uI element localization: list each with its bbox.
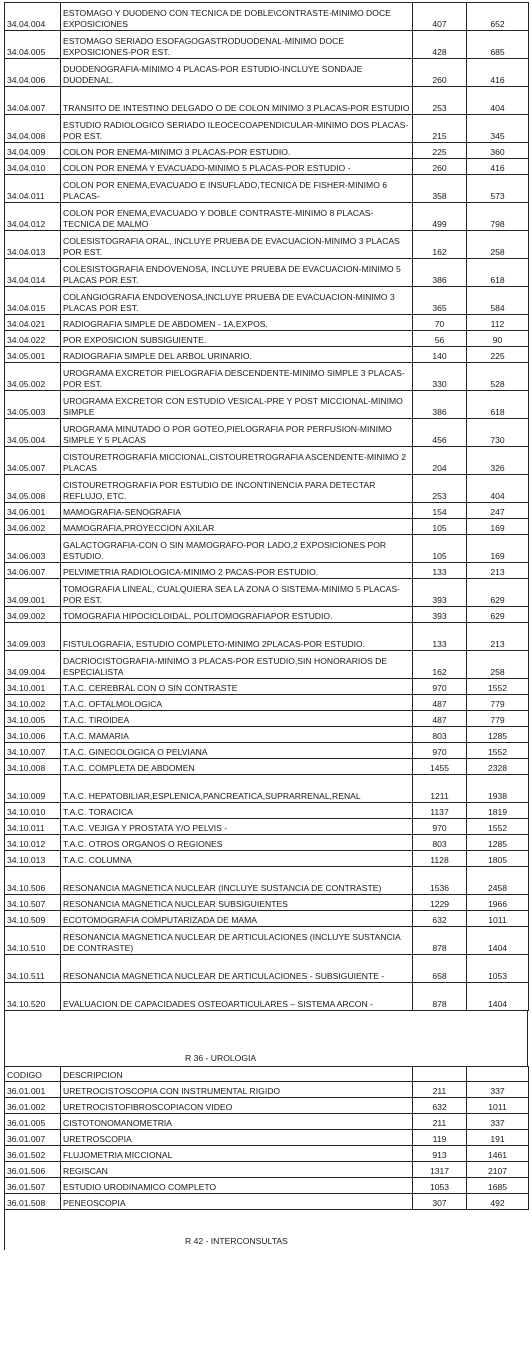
table-row [5,475,529,503]
code-cell: 34.06.003 [5,535,61,563]
value2-cell: 326 [467,447,529,475]
table-row [5,775,529,803]
value2-cell: 779 [467,695,529,711]
value2-cell: 360 [467,143,529,159]
table-row [5,607,529,623]
value1-cell: 456 [413,419,467,447]
value1-cell: 154 [413,503,467,519]
description-cell: ESTUDIO URODINAMICO COMPLETO [61,1178,413,1194]
table-row [5,651,529,679]
code-cell: 34.09.004 [5,651,61,679]
value2-cell: 337 [467,1082,529,1098]
description-cell: CISTOURETROGRAFIA POR ESTUDIO DE INCONTINENCIA PARA DETECTAR REFLUJO, ETC. [61,475,413,503]
value2-cell: 345 [467,115,529,143]
description-cell: T.A.C. GINECOLOGICA O PELVIANA [61,743,413,759]
description-cell: RADIOGRAFIA SIMPLE DEL ARBOL URINARIO. [61,347,413,363]
value2-cell: 2328 [467,759,529,775]
code-cell: 34.05.004 [5,419,61,447]
code-cell: 34.10.013 [5,851,61,867]
table-row [5,623,529,651]
code-cell: 34.04.008 [5,115,61,143]
value2-cell: 191 [467,1130,529,1146]
value1-cell: 140 [413,347,467,363]
value1-cell: 225 [413,143,467,159]
table-row [5,31,529,59]
code-cell: 34.04.012 [5,203,61,231]
value1-cell: 393 [413,579,467,607]
code-cell: 34.10.511 [5,955,61,983]
value2-cell: 258 [467,651,529,679]
description-cell: COLESISTOGRAFIA ORAL, INCLUYE PRUEBA DE EVACUACION-MINIMO 3 PLACAS POR EST. [61,231,413,259]
table-row [5,315,529,331]
code-cell: 34.04.004 [5,3,61,31]
code-cell: 34.04.009 [5,143,61,159]
description-cell: T.A.C. TIROIDEA [61,711,413,727]
value2-cell: 1685 [467,1178,529,1194]
value1-cell: 1455 [413,759,467,775]
value1-cell: 162 [413,651,467,679]
value2-cell: 1552 [467,743,529,759]
value1-cell: 253 [413,87,467,115]
table-row [5,895,529,911]
value2-cell: 730 [467,419,529,447]
value1-cell: 393 [413,607,467,623]
code-cell: 34.10.012 [5,835,61,851]
description-cell: T.A.C. OFTALMOLOGICA [61,695,413,711]
table-row [5,87,529,115]
table-row [5,1194,529,1210]
value1-cell: 1128 [413,851,467,867]
value2-cell: 90 [467,331,529,347]
code-cell: 34.10.006 [5,727,61,743]
description-cell: GALACTOGRAFIA-CON O SIN MAMOGRAFO-POR LADO,2 EXPOSICIONES POR ESTUDIO. [61,535,413,563]
table-row [5,159,529,175]
description-cell: RESONANCIA MAGNETICA NUCLEAR DE ARTICULACIONES (INCLUYE SUSTANCIA DE CONTRASTE) [61,927,413,955]
value2-cell: 618 [467,391,529,419]
table-row [5,231,529,259]
value2-cell: 1285 [467,835,529,851]
value2-cell: 798 [467,203,529,231]
code-cell: 34.06.002 [5,519,61,535]
description-cell: T.A.C. VEJIGA Y PROSTATA Y/O PELVIS - [61,819,413,835]
table-row [5,503,529,519]
code-cell: 34.04.021 [5,315,61,331]
value1-cell: 970 [413,679,467,695]
urologia-fee-table-body [5,1082,529,1210]
table-row [5,679,529,695]
value2-cell: 1285 [467,727,529,743]
value1-cell: 70 [413,315,467,331]
table-row [5,867,529,895]
description-cell: T.A.C. COLUMNA [61,851,413,867]
code-cell: 34.10.520 [5,983,61,1011]
value2-cell: 1461 [467,1146,529,1162]
code-cell: 34.10.506 [5,867,61,895]
code-cell: 34.05.002 [5,363,61,391]
description-cell: COLON POR ENEMA-MINIMO 3 PLACAS-POR ESTUDIO. [61,143,413,159]
value1-cell: 260 [413,59,467,87]
radiology-fee-table [4,2,529,1011]
urologia-section-title: R 36 - UROLOGIA [185,1053,257,1063]
table-row [5,447,529,475]
value1-cell: 105 [413,519,467,535]
value1-cell: 803 [413,727,467,743]
value2-cell: 169 [467,519,529,535]
description-cell: T.A.C. HEPATOBILIAR,ESPLENICA,PANCREATICA,SUPRARRENAL,RENAL [61,775,413,803]
value1-cell: 878 [413,983,467,1011]
code-cell: 36.01.007 [5,1130,61,1146]
value2-cell: 1404 [467,983,529,1011]
description-cell: URETROCISTOFIBROSCOPIACON VIDEO [61,1098,413,1114]
value2-cell: 492 [467,1194,529,1210]
value1-cell: 1536 [413,867,467,895]
value1-cell: 307 [413,1194,467,1210]
value1-cell: 386 [413,391,467,419]
value2-cell: 416 [467,159,529,175]
table-row [5,835,529,851]
description-cell: COLON POR ENEMA Y EVACUADO-MINIMO 5 PLACAS-POR ESTUDIO - [61,159,413,175]
table-row [5,331,529,347]
value2-cell: 573 [467,175,529,203]
description-cell: COLON POR ENEMA,EVACUADO E INSUFLADO,TECNICA DE FISHER-MINIMO 6 PLACAS- [61,175,413,203]
value2-cell: 169 [467,535,529,563]
table-row [5,851,529,867]
description-cell: ECOTOMOGRAFIA COMPUTARIZADA DE MAMA [61,911,413,927]
table-row [5,743,529,759]
value1-cell: 215 [413,115,467,143]
code-cell: 34.10.005 [5,711,61,727]
code-cell: 34.04.005 [5,31,61,59]
code-cell: 34.10.509 [5,911,61,927]
code-cell: 34.10.507 [5,895,61,911]
value2-cell: 1011 [467,911,529,927]
value2-cell: 416 [467,59,529,87]
table-row [5,3,529,31]
description-cell: ESTOMAGO Y DUODENO CON TECNICA DE DOBLE\CONTRASTE-MINIMO DOCE EXPOSICIONES [61,3,413,31]
code-column-header: CODIGO [5,1067,61,1082]
value1-cell: 428 [413,31,467,59]
value1-cell: 878 [413,927,467,955]
code-cell: 34.10.011 [5,819,61,835]
value1-cell: 970 [413,743,467,759]
value2-cell: 779 [467,711,529,727]
description-cell: UROGRAMA MINUTADO O POR GOTEO,PIELOGRAFIA POR PERFUSION-MINIMO SIMPLE Y 5 PLACAS [61,419,413,447]
value2-cell: 404 [467,475,529,503]
code-cell: 34.06.007 [5,563,61,579]
table-row [5,143,529,159]
table-row [5,1082,529,1098]
table-row [5,391,529,419]
value1-cell: 204 [413,447,467,475]
code-cell: 34.10.008 [5,759,61,775]
description-cell: TRANSITO DE INTESTINO DELGADO O DE COLON MINIMO 3 PLACAS-POR ESTUDIO [61,87,413,115]
price-list-document [4,2,528,1250]
table-row [5,727,529,743]
value1-cell: 1317 [413,1162,467,1178]
table-row [5,927,529,955]
description-cell: T.A.C. MAMARIA [61,727,413,743]
code-cell: 36.01.502 [5,1146,61,1162]
value1-cell: 1053 [413,1178,467,1194]
value2-cell: 258 [467,231,529,259]
code-cell: 34.09.002 [5,607,61,623]
value1-cell: 162 [413,231,467,259]
value2-cell: 225 [467,347,529,363]
value1-cell: 407 [413,3,467,31]
description-cell: UROGRAMA EXCRETOR PIELOGRAFIA DESCENDENTE-MINIMO SIMPLE 3 PLACAS-POR EST. [61,363,413,391]
value1-cell: 358 [413,175,467,203]
value2-cell: 528 [467,363,529,391]
description-cell: POR EXPOSICION SUBSIGUIENTE. [61,331,413,347]
urologia-fee-table [4,1066,529,1210]
description-cell: COLANGIOGRAFIA ENDOVENOSA,INCLUYE PRUEBA DE EVACUACION-MINIMO 3 PLACAS POR EST. [61,287,413,315]
value1-cell: 487 [413,711,467,727]
value1-cell: 105 [413,535,467,563]
description-cell: CISTOURETROGRAFIA MICCIONAL,CISTOURETROGRAFIA ASCENDENTE-MINIMO 2 PLACAS [61,447,413,475]
description-cell: MAMOGRAFIA,PROYECCION AXILAR [61,519,413,535]
value2-cell: 1011 [467,1098,529,1114]
code-cell: 34.10.010 [5,803,61,819]
description-cell: RADIOGRAFIA SIMPLE DE ABDOMEN - 1A.EXPOS. [61,315,413,331]
code-cell: 36.01.002 [5,1098,61,1114]
table-row [5,983,529,1011]
table-row [5,419,529,447]
value1-cell: 260 [413,159,467,175]
table-row [5,59,529,87]
value1-cell: 56 [413,331,467,347]
description-cell: CISTOTONOMANOMETRIA [61,1114,413,1130]
value2-column-header [467,1067,529,1082]
table-row [5,363,529,391]
value2-cell: 629 [467,607,529,623]
interconsultas-section-header [4,1210,527,1250]
value2-cell: 584 [467,287,529,315]
table-row [5,287,529,315]
table-row [5,203,529,231]
table-row [5,955,529,983]
description-cell: TOMOGRAFIA HIPOCICLOIDAL, POLITOMOGRAFIAPOR ESTUDIO. [61,607,413,623]
code-cell: 34.06.001 [5,503,61,519]
code-cell: 36.01.001 [5,1082,61,1098]
description-cell: T.A.C. COMPLETA DE ABDOMEN [61,759,413,775]
value2-cell: 1938 [467,775,529,803]
value2-cell: 213 [467,623,529,651]
value1-cell: 913 [413,1146,467,1162]
value1-cell: 632 [413,911,467,927]
description-cell: COLESISTOGRAFIA ENDOVENOSA, INCLUYE PRUEBA DE EVACUACION-MINIMO 5 PLACAS POR EST. [61,259,413,287]
value1-cell: 632 [413,1098,467,1114]
table-row [5,519,529,535]
radiology-fee-table-body [5,3,529,1011]
value2-cell: 1404 [467,927,529,955]
description-cell: EVALUACION DE CAPACIDADES OSTEOARTICULARES – SISTEMA ARCON - [61,983,413,1011]
value2-cell: 685 [467,31,529,59]
description-cell: RESONANCIA MAGNETICA NUCLEAR (INCLUYE SUSTANCIA DE CONTRASTE) [61,867,413,895]
code-cell: 34.04.015 [5,287,61,315]
urologia-section-header [4,1011,528,1066]
description-cell: DACRIOCISTOGRAFIA-MINIMO 3 PLACAS-POR ESTUDIO,SIN HONORARIOS DE ESPECIALISTA [61,651,413,679]
table-row [5,1130,529,1146]
urologia-table-header-row [5,1067,529,1082]
table-row [5,1114,529,1130]
code-cell: 34.04.006 [5,59,61,87]
value2-cell: 213 [467,563,529,579]
table-row [5,1098,529,1114]
description-cell: ESTUDIO RADIOLOGICO SERIADO ILEOCECOAPENDICULAR-MINIMO DOS PLACAS-POR EST. [61,115,413,143]
code-cell: 34.09.001 [5,579,61,607]
description-cell: URETROSCOPIA [61,1130,413,1146]
description-cell: RESONANCIA MAGNETICA NUCLEAR SUBSIGUIENTES [61,895,413,911]
value1-cell: 803 [413,835,467,851]
value1-cell: 487 [413,695,467,711]
code-cell: 34.09.003 [5,623,61,651]
value1-cell: 1211 [413,775,467,803]
code-cell: 34.05.008 [5,475,61,503]
value2-cell: 337 [467,1114,529,1130]
value2-cell: 404 [467,87,529,115]
code-cell: 34.10.002 [5,695,61,711]
description-cell: T.A.C. CEREBRAL CON O SIN CONTRASTE [61,679,413,695]
description-cell: COLON POR ENEMA,EVACUADO Y DOBLE CONTRASTE-MINIMO 8 PLACAS-TECNICA DE MALMO [61,203,413,231]
code-cell: 36.01.506 [5,1162,61,1178]
value2-cell: 247 [467,503,529,519]
value1-cell: 330 [413,363,467,391]
code-cell: 34.04.007 [5,87,61,115]
description-cell: REGISCAN [61,1162,413,1178]
code-cell: 34.04.013 [5,231,61,259]
code-cell: 34.10.007 [5,743,61,759]
value1-cell: 386 [413,259,467,287]
code-cell: 34.10.009 [5,775,61,803]
table-row [5,759,529,775]
description-cell: PELVIMETRIA RADIOLOGICA-MINIMO 2 PACAS-POR ESTUDIO. [61,563,413,579]
value1-cell: 253 [413,475,467,503]
description-cell: UROGRAMA EXCRETOR CON ESTUDIO VESICAL-PRE Y POST MICCIONAL-MINIMO SIMPLE [61,391,413,419]
value2-cell: 1053 [467,955,529,983]
code-cell: 34.05.001 [5,347,61,363]
table-row [5,711,529,727]
value2-cell: 2458 [467,867,529,895]
table-row [5,1146,529,1162]
description-cell: T.A.C. OTROS ORGANOS O REGIONES [61,835,413,851]
table-row [5,115,529,143]
value2-cell: 1966 [467,895,529,911]
interconsultas-section-title: R 42 - INTERCONSULTAS [185,1236,288,1246]
description-cell: RESONANCIA MAGNETICA NUCLEAR DE ARTICULACIONES - SUBSIGUIENTE - [61,955,413,983]
description-cell: FISTULOGRAFIA, ESTUDIO COMPLETO-MINIMO 2PLACAS-POR ESTUDIO. [61,623,413,651]
value1-cell: 365 [413,287,467,315]
table-row [5,535,529,563]
description-cell: URETROCISTOSCOPIA CON INSTRUMENTAL RIGIDO [61,1082,413,1098]
table-row [5,563,529,579]
description-cell: PENEOSCOPIA [61,1194,413,1210]
value2-cell: 2107 [467,1162,529,1178]
table-row [5,175,529,203]
value2-cell: 1552 [467,819,529,835]
code-cell: 34.04.022 [5,331,61,347]
description-cell: MAMOGRAFIA-SENOGRAFIA [61,503,413,519]
table-row [5,911,529,927]
value2-cell: 1805 [467,851,529,867]
code-cell: 36.01.507 [5,1178,61,1194]
value1-column-header [413,1067,467,1082]
value1-cell: 658 [413,955,467,983]
value1-cell: 1137 [413,803,467,819]
table-row [5,259,529,287]
table-row [5,347,529,363]
value1-cell: 133 [413,623,467,651]
description-cell: FLUJOMETRIA MICCIONAL [61,1146,413,1162]
value1-cell: 211 [413,1082,467,1098]
description-cell: DUODENOGRAFIA-MINIMO 4 PLACAS-POR ESTUDIO-INCLUYE SONDAJE DUODENAL. [61,59,413,87]
code-cell: 34.04.010 [5,159,61,175]
value2-cell: 112 [467,315,529,331]
code-cell: 34.05.007 [5,447,61,475]
description-cell: ESTOMAGO SERIADO ESOFAGOGASTRODUODENAL-MINIMO DOCE EXPOSICIONES-POR EST. [61,31,413,59]
table-row [5,1178,529,1194]
table-row [5,579,529,607]
value1-cell: 499 [413,203,467,231]
description-cell: TOMOGRAFIA LINEAL, CUALQUIERA SEA LA ZONA O SISTEMA-MINIMO 5 PLACAS-POR EST. [61,579,413,607]
table-row [5,819,529,835]
value1-cell: 970 [413,819,467,835]
code-cell: 36.01.005 [5,1114,61,1130]
description-column-header: DESCRIPCION [61,1067,413,1082]
code-cell: 34.05.003 [5,391,61,419]
value1-cell: 119 [413,1130,467,1146]
code-cell: 36.01.508 [5,1194,61,1210]
value2-cell: 1819 [467,803,529,819]
value2-cell: 1552 [467,679,529,695]
value1-cell: 1229 [413,895,467,911]
code-cell: 34.04.011 [5,175,61,203]
code-cell: 34.04.014 [5,259,61,287]
value2-cell: 652 [467,3,529,31]
code-cell: 34.10.001 [5,679,61,695]
code-cell: 34.10.510 [5,927,61,955]
value1-cell: 133 [413,563,467,579]
table-row [5,1162,529,1178]
value1-cell: 211 [413,1114,467,1130]
value2-cell: 629 [467,579,529,607]
value2-cell: 618 [467,259,529,287]
table-row [5,803,529,819]
description-cell: T.A.C. TORACICA [61,803,413,819]
table-row [5,695,529,711]
